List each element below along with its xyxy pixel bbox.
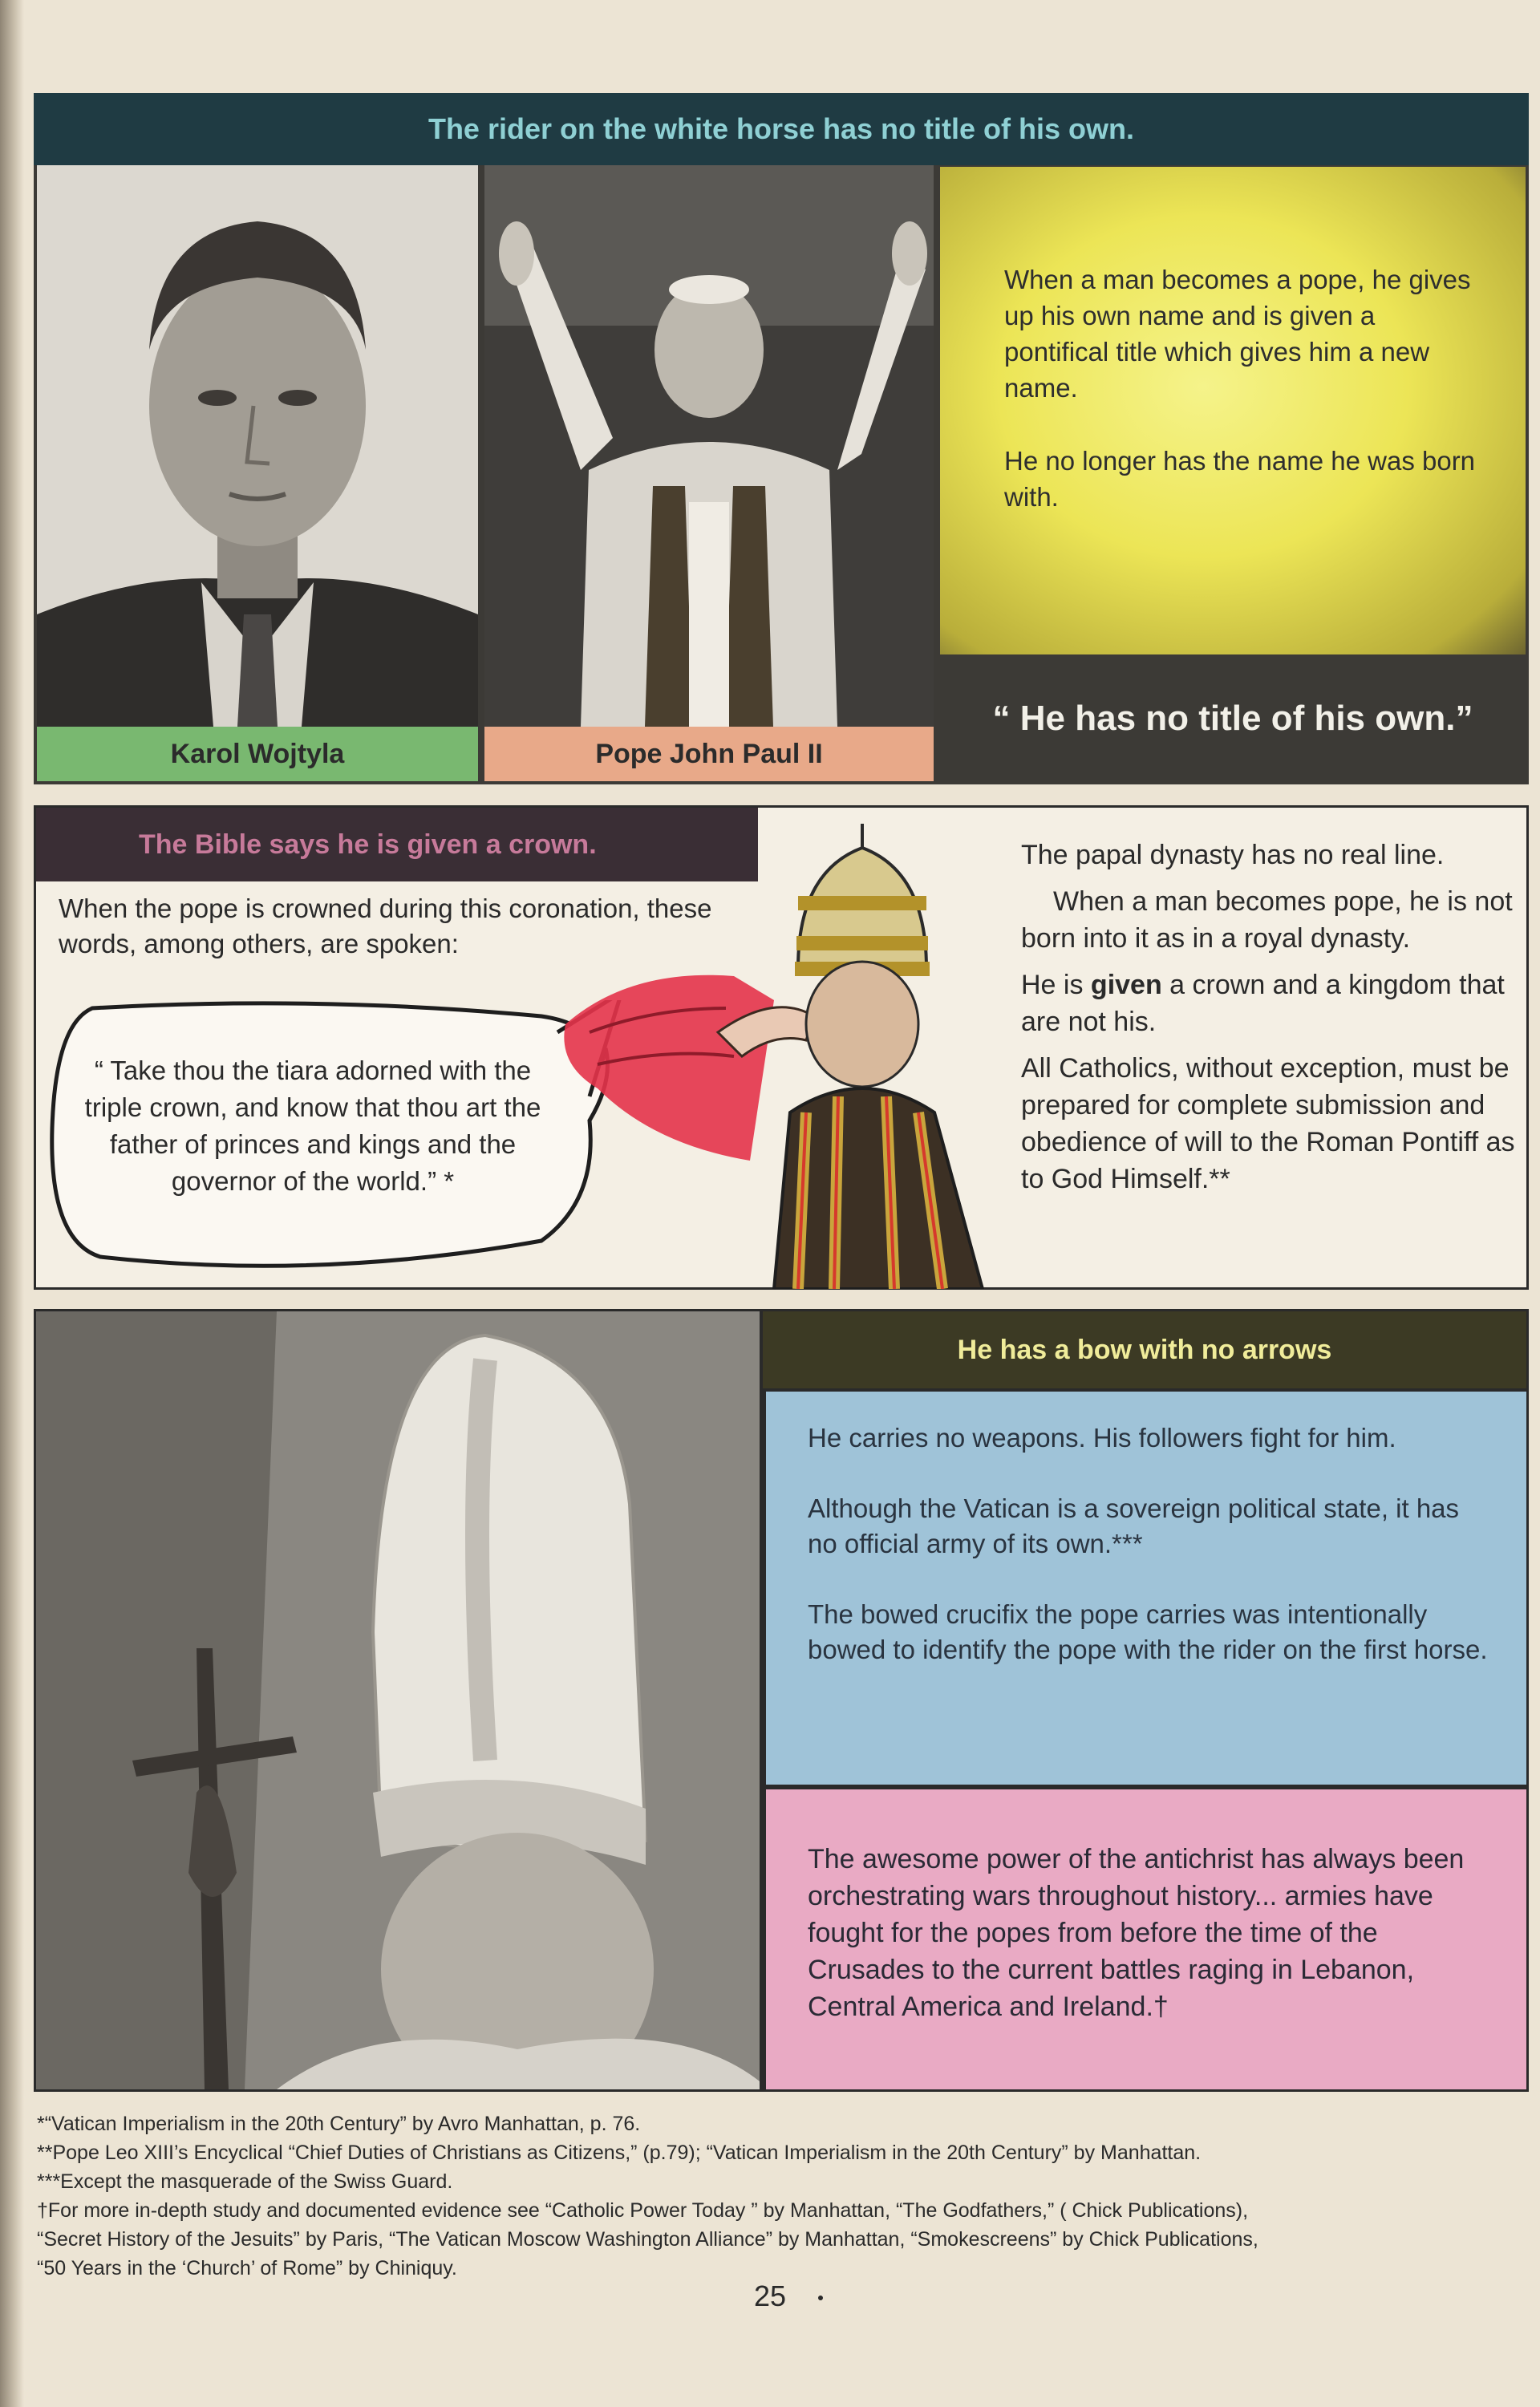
text-paragraph: When a man becomes pope, he is not born into it as in a royal dynasty. <box>1021 886 1513 954</box>
photo-pope-with-mitre <box>36 1311 760 2089</box>
caption-pope-john-paul-ii: Pope John Paul II <box>484 727 934 781</box>
panel-header: The Bible says he is given a crown. <box>36 808 758 881</box>
intro-text: When the pope is crowned during this coronation, these words, among others, are spoken: <box>59 894 712 958</box>
panel-header: He has a bow with no arrows <box>763 1311 1526 1388</box>
text-paragraph: The papal dynasty has no real line. <box>1021 840 1445 870</box>
blue-text-box <box>766 1392 1526 1785</box>
text-paragraph: The awesome power of the antichrist has always been orchestrating wars throughout history... armies have fought for the popes from before the time of the Crusades to the current battles raging in Lebanon, Central America and Ireland.† <box>808 1844 1465 2022</box>
speech-text: “ Take thou the tiara adorned with the triple crown, and know that thou art the father of princes and kings and the governor of the world.” * <box>84 1056 541 1196</box>
right-text-column <box>1021 837 1518 1207</box>
page-number-dot <box>818 2296 823 2300</box>
footnote: ***Except the masquerade of the Swiss Guard. <box>37 2170 453 2193</box>
footnote: **Pope Leo XIII’s Encyclical “Chief Duties of Christians as Citizens,” (p.79); “Vatican Imperialism in the 20th Century” by Manhattan. <box>37 2142 1202 2164</box>
yellow-paragraph: When a man becomes a pope, he gives up his own name and is given a pontifical title which gives him a new name. <box>1004 265 1471 403</box>
text-paragraph: Although the Vatican is a sovereign political state, it has no official army of its own.*** <box>808 1493 1460 1558</box>
pull-quote: “ He has no title of his own.” <box>992 699 1473 738</box>
footnotes <box>37 2109 1529 2283</box>
page-binding-edge <box>0 0 24 2407</box>
yellow-paragraph: He no longer has the name he was born with. <box>1004 446 1476 512</box>
yellow-text-box <box>940 167 1526 654</box>
footnote: “Secret History of the Jesuits” by Paris, “The Vatican Moscow Washington Alliance” by Manhattan, “Smokescreens” by Chick Publications, <box>37 2228 1258 2251</box>
text-fragment: He is <box>1021 970 1091 1000</box>
pope-crowning-illustration <box>533 824 1023 1289</box>
text-paragraph: He carries no weapons. His followers fight for him. <box>808 1423 1396 1453</box>
photo-karol-wojtyla <box>37 165 478 727</box>
text-paragraph: The bowed crucifix the pope carries was intentionally bowed to identify the pope with the rider on the first horse. <box>808 1599 1488 1664</box>
page-number: 25 <box>754 2279 787 2312</box>
panel-header: The rider on the white horse has no title of his own. <box>34 93 1529 165</box>
text-paragraph <box>1021 966 1518 1040</box>
panel-bow-no-arrows <box>34 1309 1529 2092</box>
caption-karol-wojtyla: Karol Wojtyla <box>37 727 478 781</box>
text-fragment: a crown and a kingdom that are not his. <box>1021 970 1505 1037</box>
footnote: †For more in-depth study and documented evidence see “Catholic Power Today ” by Manhattan, “The Godfathers,” ( Chick Publications), <box>37 2199 1249 2222</box>
panel-no-title <box>34 93 1529 784</box>
footnote: *“Vatican Imperialism in the 20th Century” by Avro Manhattan, p. 76. <box>37 2113 641 2135</box>
text-paragraph: All Catholics, without exception, must be prepared for complete submission and obedience of will to the Roman Pontiff as to God Himself.** <box>1021 1053 1515 1194</box>
pink-text-box <box>766 1789 1526 2089</box>
photo-pope-john-paul-ii <box>484 165 934 727</box>
bold-word: given <box>1090 970 1162 1000</box>
panel-given-crown <box>34 805 1529 1290</box>
footnote: “50 Years in the ‘Church’ of Rome” by Chiniquy. <box>37 2257 457 2279</box>
